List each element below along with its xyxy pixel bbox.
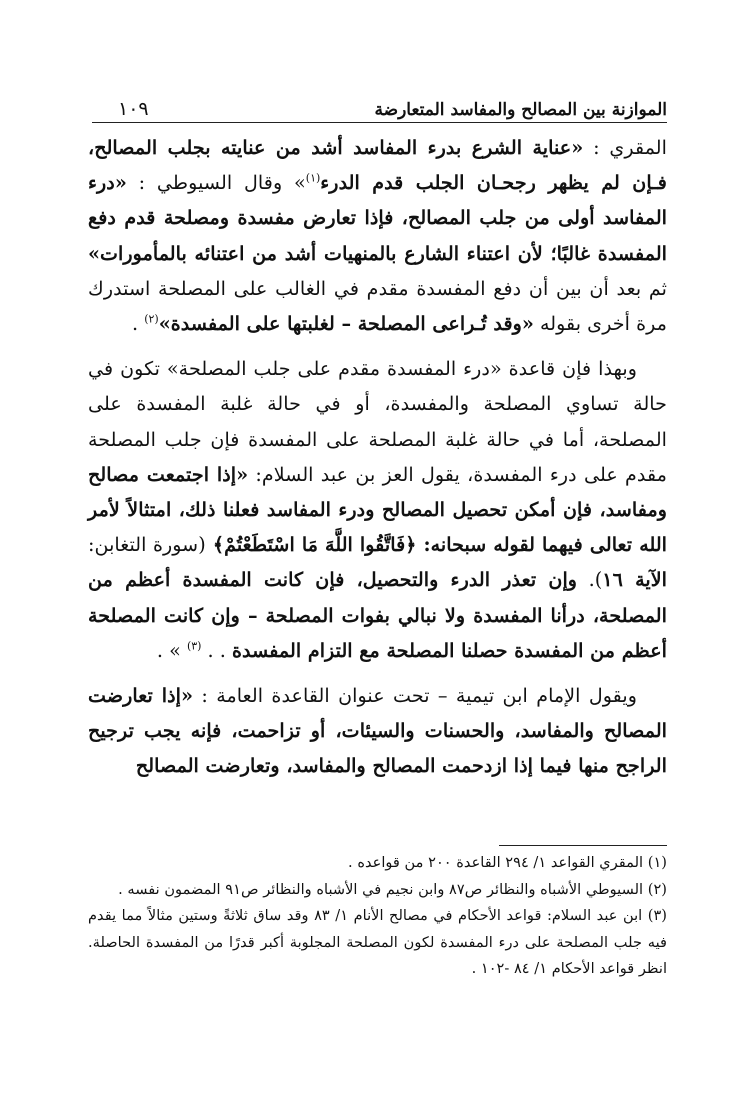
p2-text-5: » . — [156, 638, 187, 662]
paragraph-3 — [88, 678, 667, 784]
footnote-3: (٣) ابن عبد السلام: قواعد الأحكام في مصالح الأنام ١/ ٨٣ وقد ساق ثلاثةً وستين مثالاً مما يقدم فيه جلب المصلحة على درء المفسدة لكون المصلحة المجلوبة أكبر قدرًا من المفسدة الحاصلة. انظر قواعد الأحكام ١/ ٨٤ -١٠٢ . — [88, 907, 667, 977]
p1-text-1: المقري : — [583, 136, 667, 159]
p2-text-2: (سورة التغابن: — [88, 533, 206, 557]
p2-verse-ref: الآية ١٦ — [602, 568, 667, 592]
p2-quote-2: وإن تعذر الدرء والتحصيل، فإن كانت المفسدة أعظم من المصلحة، درأنا المفسدة ولا نبالي بفوات المصلحة – وإن كانت المصلحة أعظم من المفسدة حصلنا المصلحة مع التزام المفسدة — [88, 568, 667, 662]
p1-quote-3: «وقد تُـراعى المصلحة – لغلبتها على المفسدة» — [158, 312, 534, 336]
p1-text-4: . — [132, 312, 145, 336]
page-header — [118, 86, 667, 120]
paragraph-1 — [88, 130, 667, 341]
p1-quote-1: «عناية الشرع بدرء المفاسد أشد من عنايته بجلب المصالح، فـإن لم يظهر رجحـان الجلب قدم الدرء — [88, 136, 667, 195]
footnote-ref-3: (٣) — [186, 639, 202, 653]
footnotes — [88, 850, 667, 983]
footnote-rule — [499, 845, 667, 846]
p1-text-2: » وقال السيوطي : — [126, 171, 306, 195]
paragraph-2 — [88, 351, 667, 668]
footnote-2: (٢) السيوطي الأشباه والنظائر ص٨٧ وابن نجيم في الأشباه والنظائر ص٩١ المضمون نفسه . — [118, 880, 667, 898]
p2-quote-1: «إذا اجتمعت مصالح ومفاسد، فإن أمكن تحصيل المصالح ودرء المفاسد فعلنا ذلك، امتثالاً لأمر الله تعالى فيهما لقوله سبحانه: ﴿فَاتَّقُوا اللَّهَ مَا اسْتَطَعْتُمْ﴾ — [88, 462, 668, 557]
page-number: ١٠٩ — [118, 98, 149, 120]
footnote-ref-2: (٢) — [144, 312, 159, 326]
header-rule — [92, 122, 667, 123]
body-text — [88, 130, 667, 784]
p2-text-3: ). — [577, 568, 603, 592]
p2-text-4: . . — [201, 638, 232, 662]
p3-quote-1: «إذا تعارضت المصالح والمفاسد، والحسنات والسيئات، أو تزاحمت، فإنه يجب ترجيح الراجح منها فيما إذا ازدحمت المصالح والمفاسد، وتعارضت المصالح — [88, 684, 667, 778]
footnote-ref-1: (١) — [305, 171, 321, 185]
footnote-1: (١) المقري القواعد ١/ ٢٩٤ القاعدة ٢٠٠ من قواعده . — [348, 854, 667, 871]
p2-text-1: وبهذا فإن قاعدة «درء المفسدة مقدم على جلب المصلحة» تكون في حالة تساوي المصلحة والمفسدة، أو في حالة غلبة المفسدة على المصلحة، أما في حالة غلبة المصلحة على المفسدة فإن جلب المصلحة مقدم على درء المفسدة، يقول العز بن عبد السلام: — [88, 357, 667, 486]
p1-text-3: ثم بعد أن بين أن دفع المفسدة مقدم في الغالب على المصلحة استدرك مرة أخرى بقوله — [88, 276, 667, 336]
running-title: الموازنة بين المصالح والمفاسد المتعارضة — [374, 100, 667, 120]
p1-quote-2: «درء المفاسد أولى من جلب المصالح، فإذا تعارض مفسدة ومصلحة قدم دفع المفسدة غالبًا؛ لأن اعتناء الشارع بالمنهيات أشد من اعتنائه بالمأمورات» — [88, 171, 667, 265]
p3-text-1: ويقول الإمام ابن تيمية – تحت عنوان القاعدة العامة : — [193, 684, 637, 708]
